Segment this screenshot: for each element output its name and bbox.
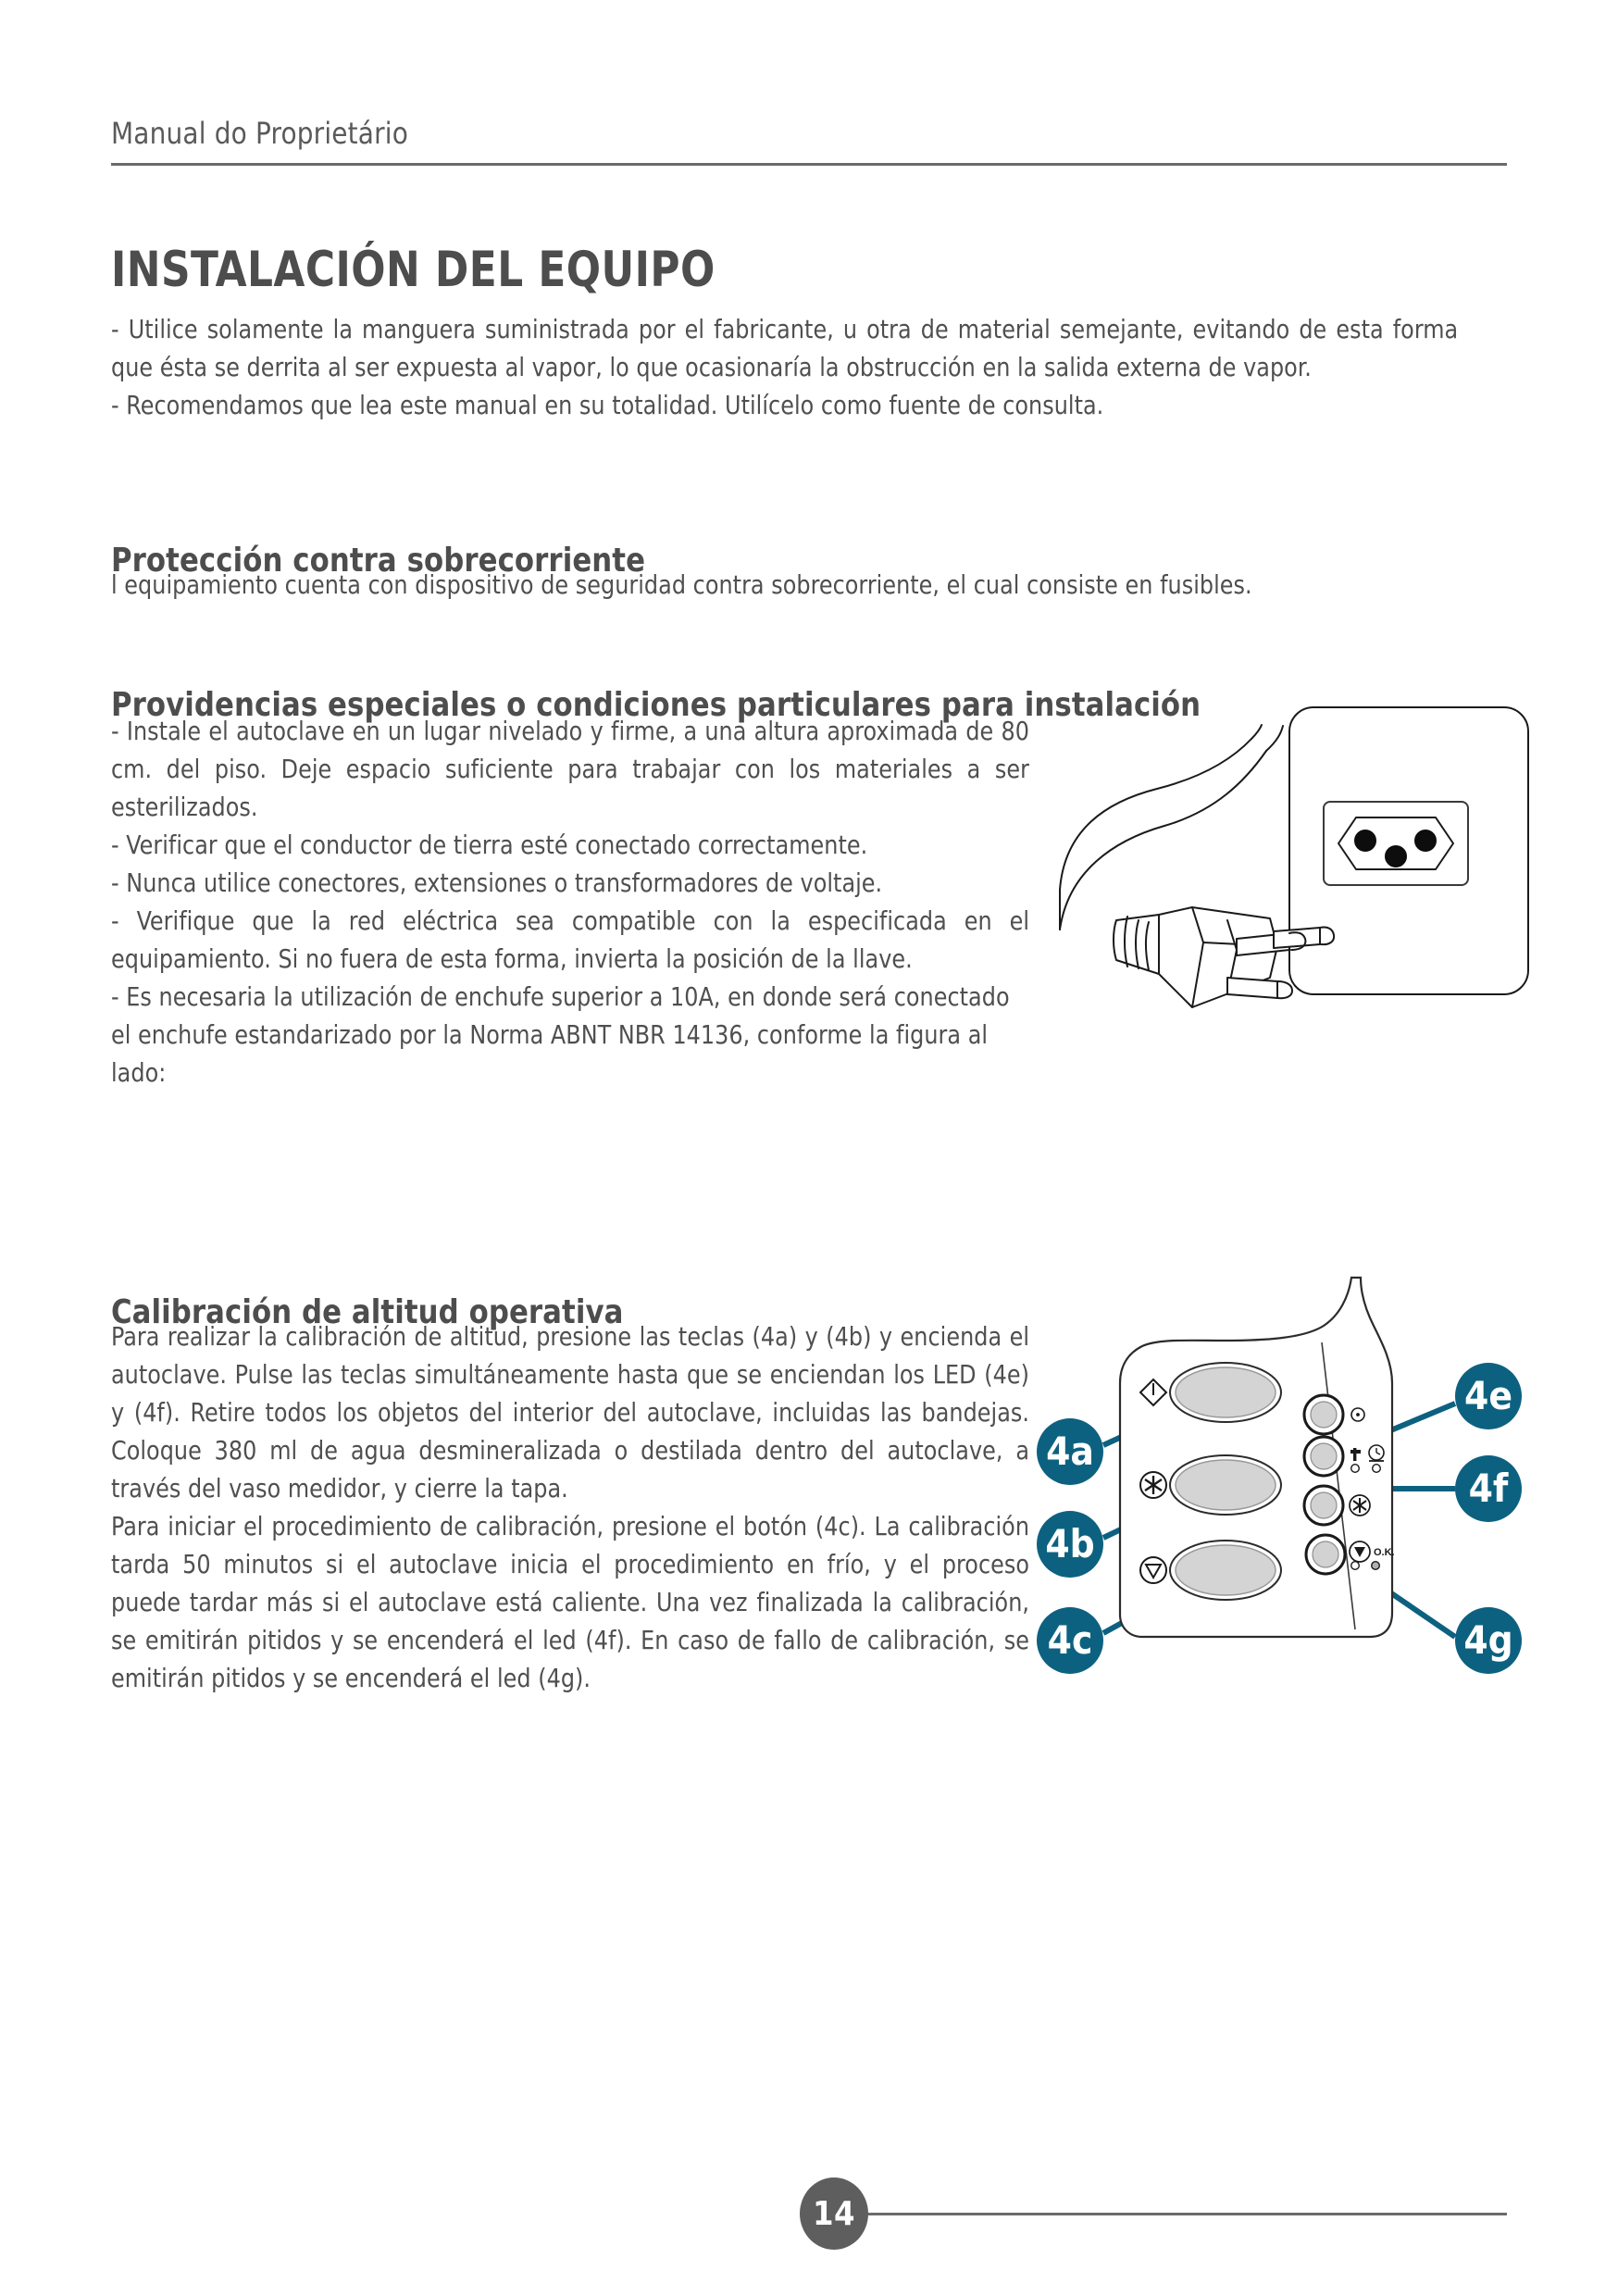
calibration-text-block — [111, 1318, 1029, 1698]
callout-4g — [1455, 1607, 1522, 1674]
intro-text-block — [111, 311, 1458, 425]
small-button-4e[interactable] — [1311, 1443, 1337, 1469]
page-number-badge: 14 — [800, 2177, 868, 2250]
figure-control-panel — [1029, 1274, 1548, 1681]
running-header — [111, 116, 1507, 166]
page-title: INSTALACIÓN DEL EQUIPO — [111, 241, 716, 298]
callout-label-4f: 4f — [1468, 1466, 1509, 1511]
callout-4a — [1037, 1418, 1103, 1485]
figure-plug-and-socket — [1055, 700, 1537, 1070]
panel-large-buttons — [1170, 1363, 1281, 1600]
callout-4c — [1037, 1607, 1103, 1674]
control-panel-illustration — [1029, 1274, 1548, 1681]
button-4a[interactable] — [1176, 1367, 1276, 1417]
callout-label-4e: 4e — [1464, 1373, 1512, 1418]
pin-upper-2 — [1274, 928, 1320, 948]
ok-label: O.K. — [1374, 1547, 1395, 1558]
special-paragraph-2: - Verificar que el conductor de tierra esté conectado correctamente. — [111, 830, 868, 860]
callout-label-4b: 4b — [1045, 1521, 1095, 1566]
calibration-paragraph-1: Para realizar la calibración de altitud, presione las teclas (4a) y (4b) y encienda el autoclave. Pulse las teclas simultáneamente hasta que se enciendan los LED (4e) y (4f). Retire todos los objetos del interior del autoclave, incluidas las bandejas. Coloque 380 ml de agua desmineralizada o destilada dentro del autoclave, a través del vaso medidor, y cierre la tapa. — [111, 1322, 1030, 1504]
page-footer — [111, 2177, 1507, 2261]
section-heading-calibration: Calibración de altitud operativa — [111, 1292, 624, 1331]
socket-hole-ground — [1386, 846, 1406, 867]
callout-label-4g: 4g — [1463, 1617, 1513, 1663]
overcurrent-text-block — [111, 567, 1458, 605]
running-header-title: Manual do Proprietário — [111, 116, 408, 151]
cable-tip — [1266, 726, 1283, 751]
callout-label-4c: 4c — [1047, 1617, 1093, 1663]
pin-ground — [1227, 978, 1277, 998]
footer-divider — [833, 2213, 1507, 2215]
intro-paragraph-1: - Utilice solamente la manguera suministrada por el fabricante, u otra de material semejante, evitando de esta forma que ésta se derrita al ser expuesta al vapor, lo que ocasionaría la obstrucción en la salida externa de vapor. — [111, 315, 1459, 382]
section-heading-special-provisions: Providencias especiales o condiciones particulares para instalación — [111, 685, 1201, 724]
cable-lower-edge — [1060, 751, 1266, 930]
special-paragraph-3: - Nunca utilice conectores, extensiones o transformadores de voltaje. — [111, 868, 883, 898]
cable-tip-2 — [1251, 725, 1262, 739]
calibration-paragraph-2: Para iniciar el procedimiento de calibración, presione el botón (4c). La calibración tarda 50 minutos si el autoclave inicia el procedimiento en frío, y el proceso puede tardar más si el autoclave está caliente. Una vez finalizada la calibración, se emitirán pitidos y se encenderá el led (4f). En caso de fallo de calibración, se emitirán pitidos y se encenderá el led (4g). — [111, 1512, 1030, 1693]
cable-upper-edge — [1060, 739, 1251, 890]
small-button-1[interactable] — [1311, 1402, 1337, 1428]
special-provisions-text-block — [111, 713, 1029, 1092]
callout-4e — [1455, 1363, 1522, 1429]
button-4c[interactable] — [1176, 1545, 1276, 1595]
callout-label-4a: 4a — [1046, 1429, 1094, 1474]
plug-socket-illustration — [1055, 700, 1537, 1070]
callout-4b — [1037, 1511, 1103, 1578]
intro-paragraph-2: - Recomendamos que lea este manual en su totalidad. Utilícelo como fuente de consulta. — [111, 391, 1104, 420]
socket-hole-left — [1355, 830, 1375, 851]
overcurrent-paragraph: l equipamiento cuenta con dispositivo de seguridad contra sobrecorriente, el cual consiste en fusibles. — [111, 570, 1252, 600]
special-paragraph-5: - Es necesaria la utilización de enchufe superior a 10A, en donde será conectado el enchufe estandarizado por la Norma ABNT NBR 14136, conforme la figura al lado: — [111, 982, 1010, 1088]
header-divider — [111, 163, 1507, 166]
section-heading-overcurrent: Protección contra sobrecorriente — [111, 541, 646, 580]
led-indicator-ok — [1372, 1562, 1380, 1570]
button-4b[interactable] — [1176, 1460, 1276, 1510]
special-paragraph-4: - Verifique que la red eléctrica sea compatible con la especificada en el equipamiento. Si no fuera de esta forma, invierta la posición de la llave. — [111, 906, 1030, 974]
small-button-4g[interactable] — [1313, 1541, 1338, 1567]
small-button-4f[interactable] — [1311, 1492, 1337, 1518]
special-paragraph-1: - Instale el autoclave en un lugar nivelado y firme, a una altura aproximada de 80 cm. del piso. Deje espacio suficiente para trabajar con los materiales a ser esterilizados. — [111, 717, 1030, 822]
socket-hole-right — [1415, 830, 1436, 851]
pin-ground-tip — [1277, 981, 1292, 998]
callout-4f — [1455, 1455, 1522, 1522]
